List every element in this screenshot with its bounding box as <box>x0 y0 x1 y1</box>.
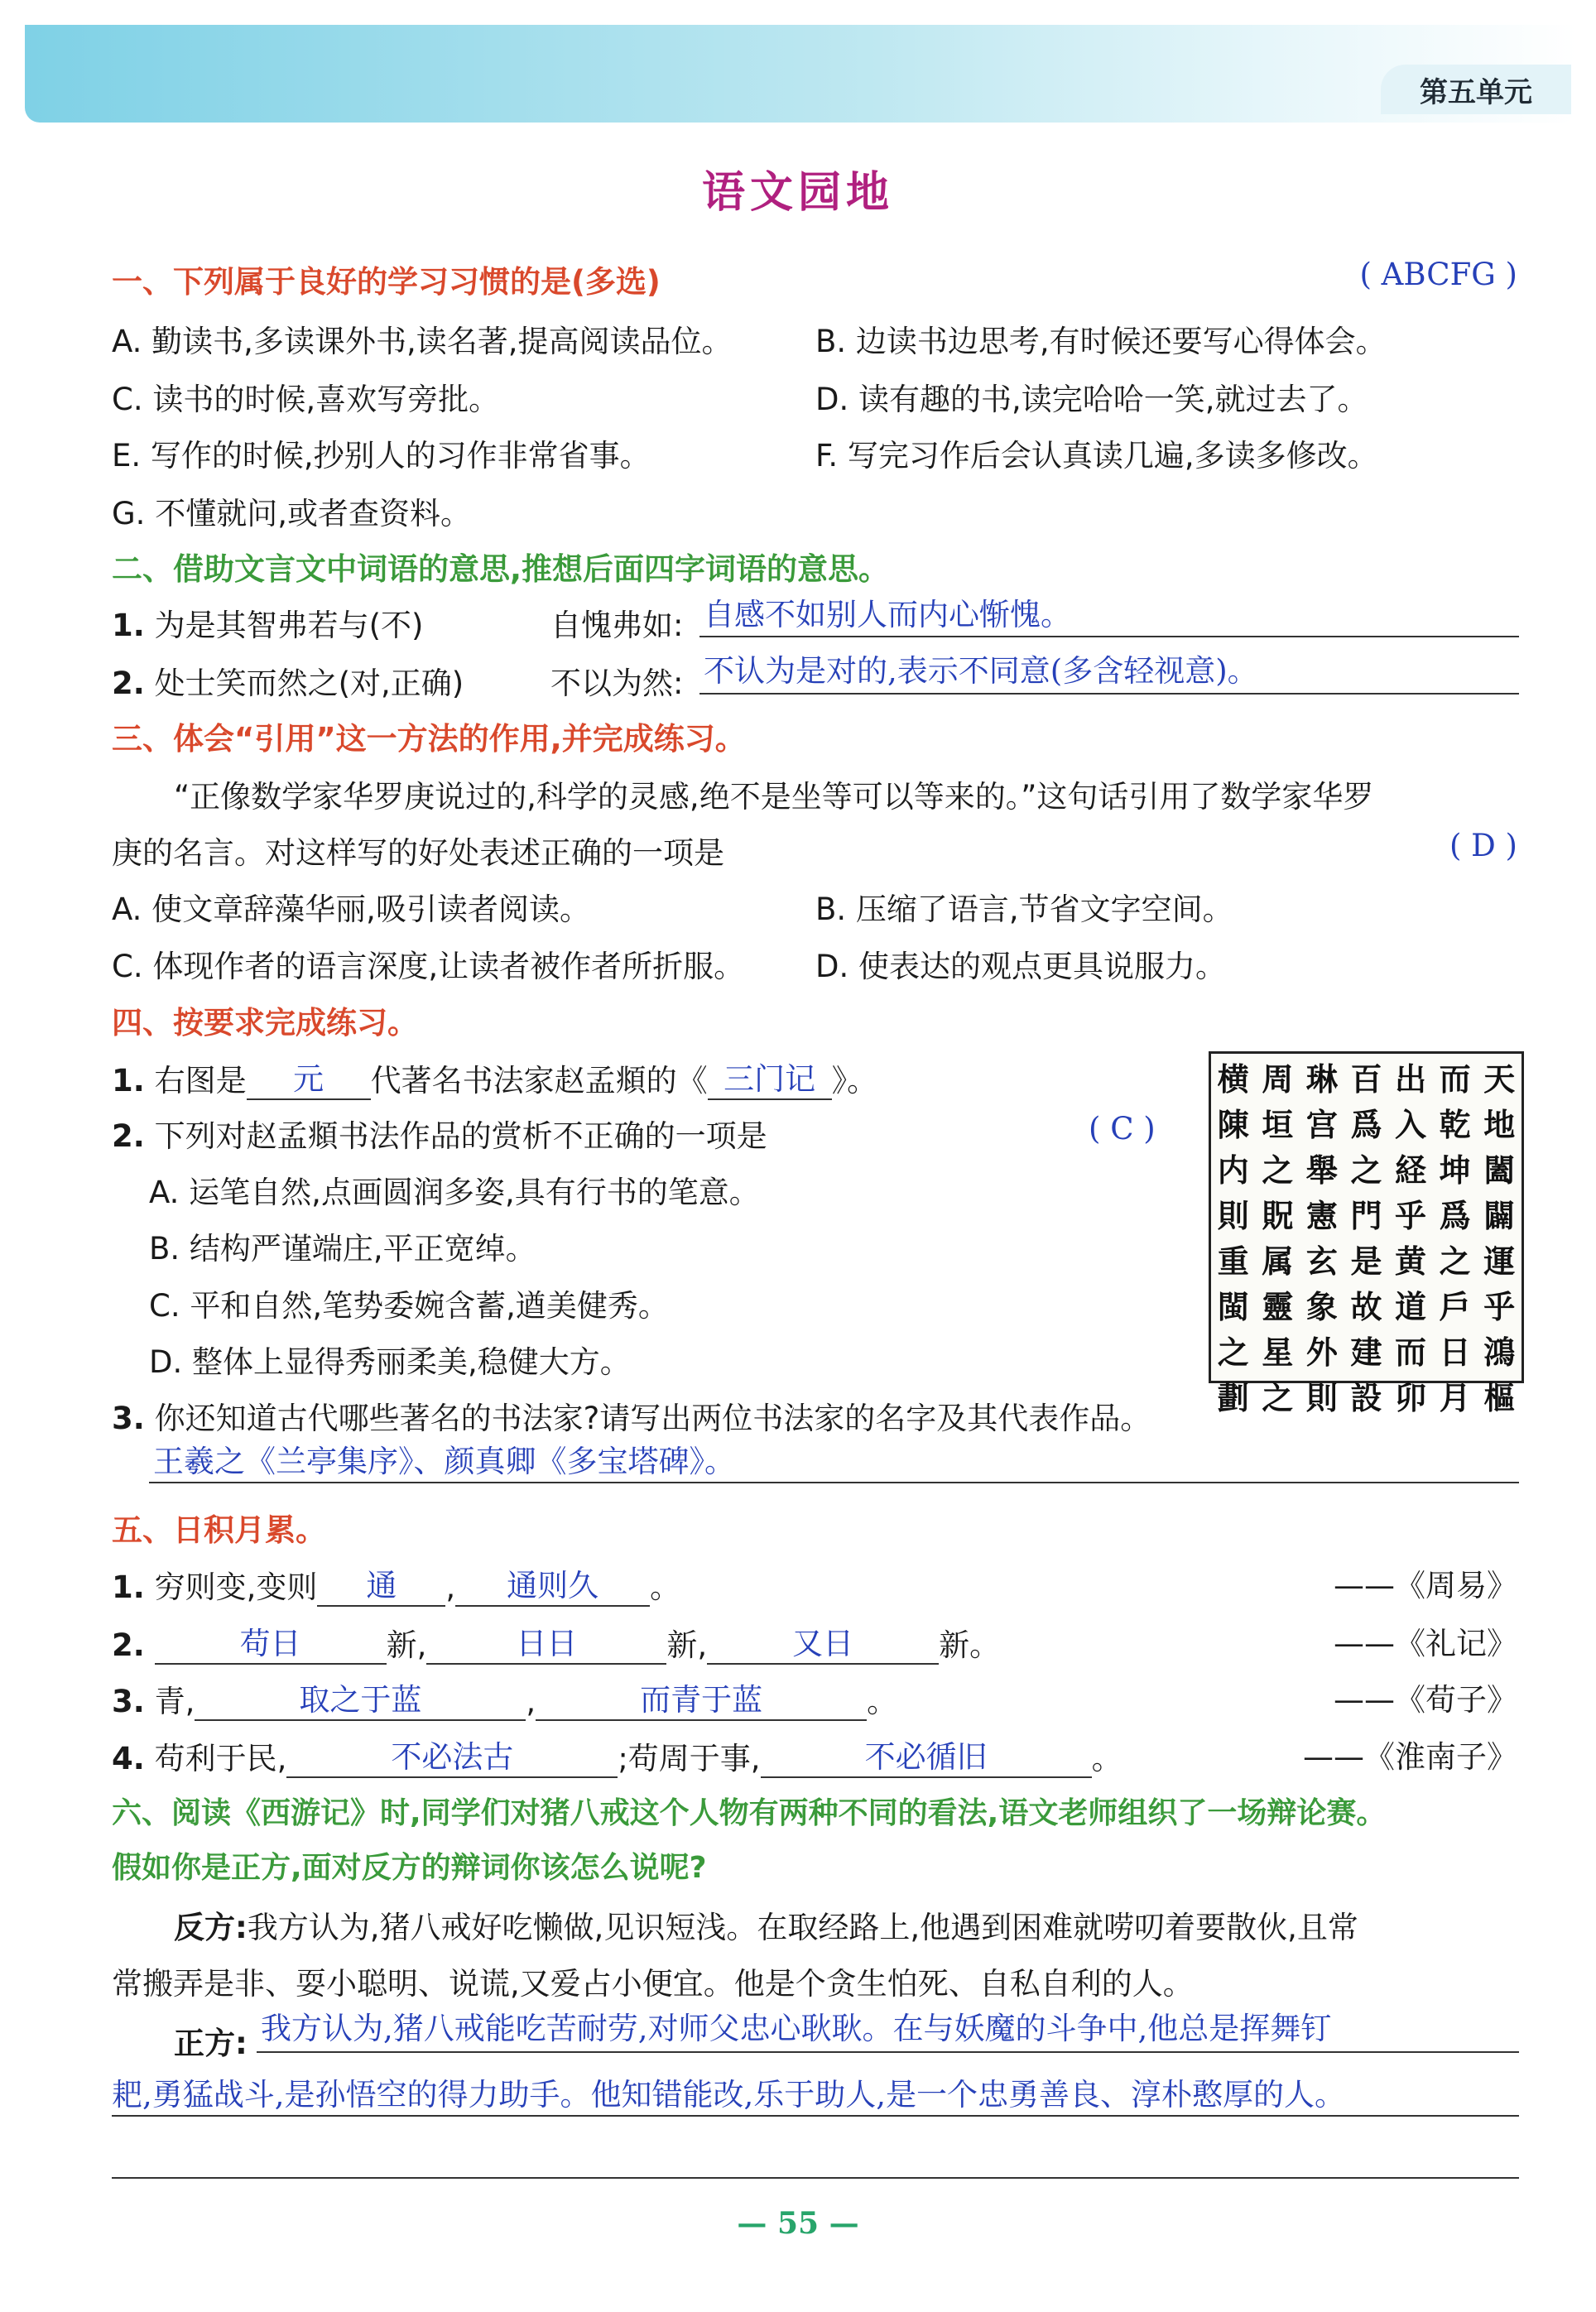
calligraphy-char: 故 <box>1350 1288 1382 1325</box>
s5-q4-blank-1: 不必法古 <box>286 1732 618 1778</box>
section-1-heading: 一、下列属于良好的学习习惯的是(多选) <box>112 264 661 300</box>
s5-q2-blank-3: 又日 <box>707 1618 939 1665</box>
s5-q2-text-3: 新。 <box>939 1627 1001 1663</box>
calligraphy-char: 重 <box>1217 1243 1249 1280</box>
calligraphy-char: 爲 <box>1350 1106 1382 1143</box>
s4-q3-answer: 王羲之《兰亭集序》、颜真卿《多宝塔碑》。 <box>153 1444 735 1479</box>
calligraphy-char: 道 <box>1395 1288 1427 1325</box>
s6-con-label: 反方: <box>174 1910 248 1945</box>
s5-q3-num: 3. <box>112 1684 145 1719</box>
s5-q4 <box>112 1732 1122 1778</box>
s1-option-g: G. 不懂就问,或者查资料。 <box>112 496 471 531</box>
s3-para-2: 庚的名言。对这样写的好处表述正确的一项是 <box>112 835 724 871</box>
s5-q4-text-1: 苟利于民, <box>154 1741 287 1776</box>
s3-option-d: D. 使表达的观点更具说服力。 <box>815 949 1227 984</box>
s4-q3-num: 3. <box>112 1401 145 1436</box>
s2-q2 <box>112 658 464 703</box>
calligraphy-char: 設 <box>1350 1379 1382 1416</box>
s5-q4-source: ——《淮南子》 <box>1303 1739 1517 1775</box>
s2-q1-term: 自愧弗如: <box>550 608 684 643</box>
calligraphy-char: 之 <box>1217 1334 1249 1371</box>
s6-pro-line-2 <box>112 2115 1519 2117</box>
s6-pro-answer-2: 耙,勇猛战斗,是孙悟空的得力助手。他知错能改,乐于助人,是一个忠勇善良、淳朴憨厚的人。 <box>112 2077 1346 2113</box>
s2-q1-line <box>699 636 1519 637</box>
calligraphy-image <box>1209 1051 1524 1416</box>
s4-q3-text: 你还知道古代哪些著名的书法家?请写出两位书法家的名字及其代表作品。 <box>154 1401 1151 1436</box>
section-6-heading-2: 假如你是正方,面对反方的辩词你该怎么说呢? <box>112 1851 707 1885</box>
s6-pro-label-text: 正方: <box>174 2026 248 2061</box>
calligraphy-char: 宫 <box>1305 1106 1338 1143</box>
calligraphy-char: 横 <box>1217 1060 1249 1098</box>
s2-q1-answer: 自感不如别人而内心惭愧。 <box>704 597 1071 632</box>
section-3-heading: 三、体会“引用”这一方法的作用,并完成练习。 <box>112 721 746 757</box>
calligraphy-char: 闔 <box>1483 1151 1516 1189</box>
calligraphy-char: 陳 <box>1217 1106 1249 1143</box>
calligraphy-char: 戶 <box>1439 1288 1471 1325</box>
s5-q3-source: ——《荀子》 <box>1334 1682 1517 1718</box>
calligraphy-char: 経 <box>1395 1151 1427 1189</box>
s2-q1 <box>112 600 423 645</box>
calligraphy-char: 之 <box>1350 1151 1382 1189</box>
section-5-heading: 五、日积月累。 <box>112 1512 326 1548</box>
s5-q1-source: ——《周易》 <box>1334 1568 1517 1603</box>
s5-q3-text: 青, <box>154 1684 195 1719</box>
s2-q2-line <box>699 693 1519 695</box>
s5-q1-blank-2: 通则久 <box>455 1560 650 1607</box>
calligraphy-char: 乎 <box>1483 1288 1516 1325</box>
s4-q2-num: 2. <box>112 1118 145 1154</box>
calligraphy-char: 而 <box>1395 1334 1427 1371</box>
calligraphy-char: 貺 <box>1262 1197 1294 1234</box>
calligraphy-char: 鴻 <box>1483 1334 1516 1371</box>
s5-q2-source: ——《礼记》 <box>1334 1626 1517 1661</box>
calligraphy-char: 出 <box>1395 1060 1427 1098</box>
s1-option-d: D. 读有趣的书,读完哈哈一笑,就过去了。 <box>815 382 1368 417</box>
calligraphy-char: 憲 <box>1305 1197 1338 1234</box>
calligraphy-char: 周 <box>1262 1060 1294 1098</box>
calligraphy-char: 樞 <box>1483 1379 1516 1416</box>
calligraphy-char: 外 <box>1305 1334 1338 1371</box>
calligraphy-char: 百 <box>1350 1060 1382 1098</box>
calligraphy-char: 闢 <box>1483 1197 1516 1234</box>
s4-q1-text-b: 代著名书法家赵孟頫的《 <box>370 1063 708 1098</box>
calligraphy-char: 月 <box>1439 1379 1471 1416</box>
calligraphy-char: 劃 <box>1217 1379 1249 1416</box>
s6-con-1 <box>174 1902 1358 1947</box>
s5-q1-end: 。 <box>650 1569 681 1605</box>
calligraphy-char: 玄 <box>1305 1243 1338 1280</box>
s5-q2-num: 2. <box>112 1627 145 1663</box>
s5-q3 <box>112 1675 897 1721</box>
s4-q1-text-c: 》。 <box>831 1063 878 1098</box>
section-1-answer: ( ABCFG ) <box>1359 257 1517 292</box>
s6-pro-line-3 <box>112 2177 1519 2179</box>
s5-q3-blank-1: 取之于蓝 <box>195 1675 526 1721</box>
s4-option-b: B. 结构严谨端庄,平正宽绰。 <box>149 1231 536 1267</box>
s5-q1-text: 穷则变,变则 <box>154 1569 318 1605</box>
s1-option-a: A. 勤读书,多读课外书,读名著,提高阅读品位。 <box>112 324 733 359</box>
s4-q1-work: 三门记 <box>708 1054 832 1100</box>
s2-q1-num: 1. <box>112 608 145 643</box>
calligraphy-char: 琳 <box>1305 1060 1338 1098</box>
s1-option-c: C. 读书的时候,喜欢写旁批。 <box>112 382 500 417</box>
s1-option-e: E. 写作的时候,抄别人的习作非常省事。 <box>112 438 651 473</box>
s5-q4-end: 。 <box>1091 1741 1122 1776</box>
calligraphy-char: 卯 <box>1395 1379 1427 1416</box>
s5-q2-blank-2: 日日 <box>426 1618 666 1665</box>
section-6-heading-1: 六、阅读《西游记》时,同学们对猪八戒这个人物有两种不同的看法,语文老师组织了一场辩论赛。 <box>112 1796 1387 1830</box>
calligraphy-char: 建 <box>1350 1334 1382 1371</box>
s4-q2-answer: ( C ) <box>1089 1111 1156 1146</box>
s5-q3-sep: , <box>526 1684 536 1719</box>
s5-q2-text-2: 新, <box>666 1627 708 1663</box>
calligraphy-char: 靈 <box>1262 1288 1294 1325</box>
s2-q2-answer: 不认为是对的,表示不同意(多含轻视意)。 <box>704 653 1258 689</box>
calligraphy-char: 運 <box>1483 1243 1516 1280</box>
calligraphy-char: 門 <box>1350 1197 1382 1234</box>
s4-q2-text: 下列对赵孟頫书法作品的赏析不正确的一项是 <box>154 1118 767 1154</box>
s4-option-c: C. 平和自然,笔势委婉含蓄,遒美健秀。 <box>149 1288 669 1324</box>
unit-label: 第五单元 <box>1381 65 1571 114</box>
s2-q2-text: 处士笑而然之(对,正确) <box>154 666 464 701</box>
s4-q3 <box>112 1393 1151 1438</box>
s5-q1 <box>112 1560 680 1607</box>
calligraphy-char: 而 <box>1439 1060 1471 1098</box>
s6-con-text-1: 我方认为,猪八戒好吃懒做,见识短浅。在取经路上,他遇到困难就唠叨着要散伙,且常 <box>247 1910 1358 1945</box>
s6-pro-answer-1: 我方认为,猪八戒能吃苦耐劳,对师父忠心耿耿。在与妖魔的斗争中,他总是挥舞钉 <box>261 2011 1332 2046</box>
s4-q2 <box>112 1111 767 1156</box>
s5-q4-text-2: ;苟周于事, <box>618 1741 761 1776</box>
calligraphy-char: 之 <box>1262 1379 1294 1416</box>
calligraphy-char: 則 <box>1217 1197 1249 1234</box>
calligraphy-char: 則 <box>1305 1379 1338 1416</box>
calligraphy-char: 舉 <box>1305 1151 1338 1189</box>
s5-q1-sep: , <box>445 1569 456 1605</box>
s3-option-b: B. 压缩了语言,节省文字空间。 <box>815 892 1233 927</box>
calligraphy-char: 入 <box>1395 1106 1427 1143</box>
calligraphy-char: 乾 <box>1439 1106 1471 1143</box>
calligraphy-char: 乎 <box>1395 1197 1427 1234</box>
calligraphy-char: 閩 <box>1217 1288 1249 1325</box>
calligraphy-char: 之 <box>1439 1243 1471 1280</box>
calligraphy-char: 内 <box>1217 1151 1249 1189</box>
calligraphy-char: 是 <box>1350 1243 1382 1280</box>
calligraphy-char: 垣 <box>1262 1106 1294 1143</box>
s5-q2 <box>112 1618 1000 1665</box>
s5-q4-blank-2: 不必循旧 <box>761 1732 1092 1778</box>
calligraphy-char: 爲 <box>1439 1197 1471 1234</box>
s4-q1-text-a: 右图是 <box>154 1063 247 1098</box>
s5-q1-num: 1. <box>112 1569 145 1605</box>
s2-q2-term: 不以为然: <box>550 666 684 701</box>
s1-option-b: B. 边读书边思考,有时候还要写心得体会。 <box>815 324 1387 359</box>
s5-q1-blank-1: 通 <box>317 1560 445 1607</box>
calligraphy-char: 象 <box>1305 1288 1338 1325</box>
s3-para-1: “正像数学家华罗庚说过的,科学的灵感,绝不是坐等可以等来的。”这句话引用了数学家华罗 <box>174 779 1374 815</box>
s6-pro-label <box>174 2018 248 2063</box>
calligraphy-char: 黄 <box>1395 1243 1427 1280</box>
s2-q1-text: 为是其智弗若与(不) <box>154 608 424 643</box>
s2-q2-num: 2. <box>112 666 145 701</box>
s5-q3-end: 。 <box>867 1684 898 1719</box>
page-title: 语文园地 <box>701 168 894 218</box>
s4-q1 <box>112 1054 877 1100</box>
calligraphy-char: 属 <box>1262 1243 1294 1280</box>
calligraphy-char: 天 <box>1483 1060 1516 1098</box>
s6-pro-line-1 <box>257 2051 1519 2053</box>
s5-q2-blank-1: 苟日 <box>155 1618 387 1665</box>
calligraphy-char: 日 <box>1439 1334 1471 1371</box>
s4-q1-num: 1. <box>112 1063 145 1098</box>
s4-option-d: D. 整体上显得秀丽柔美,稳健大方。 <box>149 1344 631 1380</box>
section-2-heading: 二、借助文言文中词语的意思,推想后面四字词语的意思。 <box>112 551 890 587</box>
calligraphy-char: 之 <box>1262 1151 1294 1189</box>
calligraphy-char: 地 <box>1483 1106 1516 1143</box>
s3-option-c: C. 体现作者的语言深度,让读者被作者所折服。 <box>112 949 745 984</box>
calligraphy-char: 坤 <box>1439 1151 1471 1189</box>
s5-q2-text-1: 新, <box>386 1627 427 1663</box>
s4-option-a: A. 运笔自然,点画圆润多姿,具有行书的笔意。 <box>149 1175 760 1210</box>
section-4-heading: 四、按要求完成练习。 <box>112 1005 418 1041</box>
calligraphy-char: 星 <box>1262 1334 1294 1371</box>
header-banner <box>25 25 1577 123</box>
s5-q3-blank-2: 而青于蓝 <box>536 1675 867 1721</box>
s3-option-a: A. 使文章辞藻华丽,吸引读者阅读。 <box>112 892 590 927</box>
s4-q1-dynasty: 元 <box>247 1054 371 1100</box>
s1-option-f: F. 写完习作后会认真读几遍,多读多修改。 <box>815 438 1378 473</box>
s4-q3-line <box>149 1482 1519 1483</box>
page-number: — 55 — <box>737 2206 859 2241</box>
s3-answer: ( D ) <box>1449 828 1517 863</box>
s6-con-text-2: 常搬弄是非、耍小聪明、说谎,又爱占小便宜。他是个贪生怕死、自私自利的人。 <box>112 1966 1194 2002</box>
s5-q4-num: 4. <box>112 1741 145 1776</box>
